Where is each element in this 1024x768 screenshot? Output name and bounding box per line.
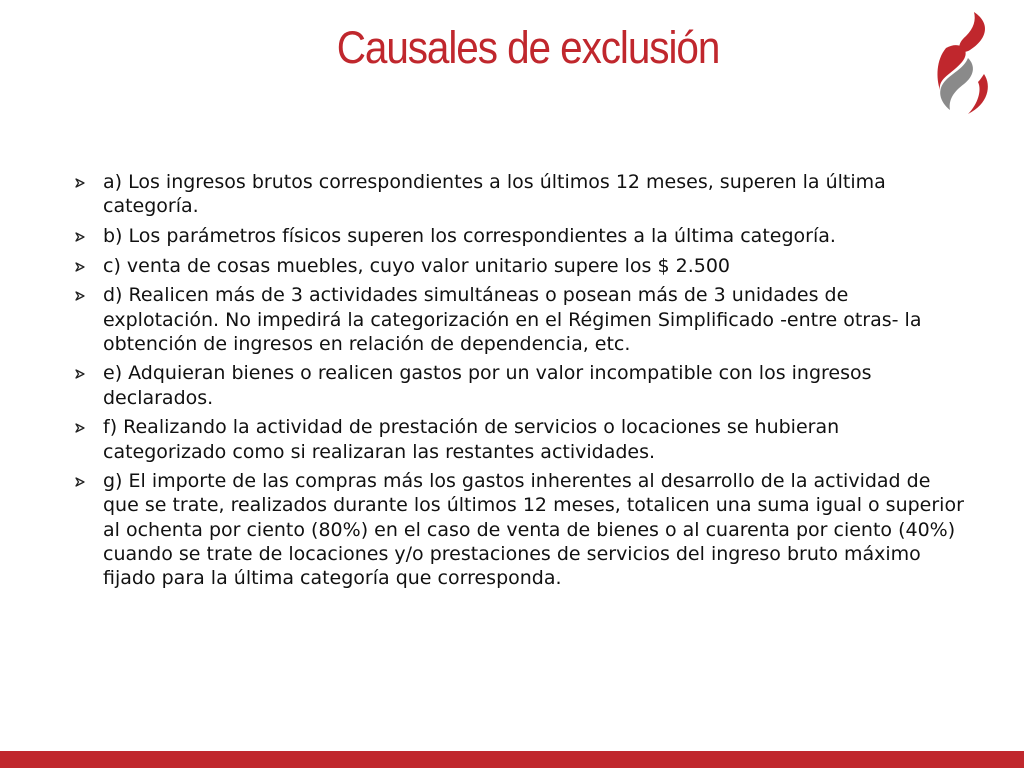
list-item	[70, 170, 965, 218]
list-item-text: e) Adquieran bienes o realicen gastos por un valor incompatible con los ingresos declarados.	[103, 362, 872, 409]
list-item-text: b) Los parámetros físicos superen los correspondientes a la última categoría.	[103, 224, 836, 247]
footer-accent-bar	[0, 751, 1024, 768]
arrow-bullet-icon	[75, 477, 85, 487]
list-item	[70, 224, 965, 248]
list-item	[70, 361, 965, 409]
list-item	[70, 469, 965, 590]
arrow-bullet-icon	[75, 232, 85, 242]
page-title: Causales de exclusión	[336, 22, 720, 73]
list-item-text: g) El importe de las compras más los gastos inherentes al desarrollo de la actividad de que se trate, realizados durante los últimos 12 meses, totalicen una suma igual o superior al ochenta por ciento (80%) en el caso de venta de bienes o al cuarenta por ciento (40%) cuando se trate de locaciones y/o prestaciones de servicios del ingreso bruto máximo fijado para la última categoría que corresponda.	[103, 470, 964, 590]
arrow-bullet-icon	[75, 262, 85, 272]
arrow-bullet-icon	[75, 369, 85, 379]
list-item-text: a) Los ingresos brutos correspondientes a los últimos 12 meses, superen la última categoría.	[103, 171, 886, 218]
bullet-list	[70, 170, 965, 596]
list-item-text: d) Realicen más de 3 actividades simultáneas o posean más de 3 unidades de explotación. No impedirá la categorización en el Régimen Simplificado -entre otras- la obtención de ingresos en relación de dependencia, etc.	[103, 284, 922, 355]
flame-logo-icon	[934, 10, 994, 116]
list-item-text: f) Realizando la actividad de prestación de servicios o locaciones se hubieran categorizado como si realizaran las restantes actividades.	[103, 416, 840, 463]
arrow-bullet-icon	[75, 423, 85, 433]
list-item	[70, 283, 965, 356]
list-item	[70, 254, 965, 278]
list-item	[70, 415, 965, 463]
arrow-bullet-icon	[75, 178, 85, 188]
arrow-bullet-icon	[75, 291, 85, 301]
list-item-text: c) venta de cosas muebles, cuyo valor unitario supere los $ 2.500	[103, 254, 731, 277]
